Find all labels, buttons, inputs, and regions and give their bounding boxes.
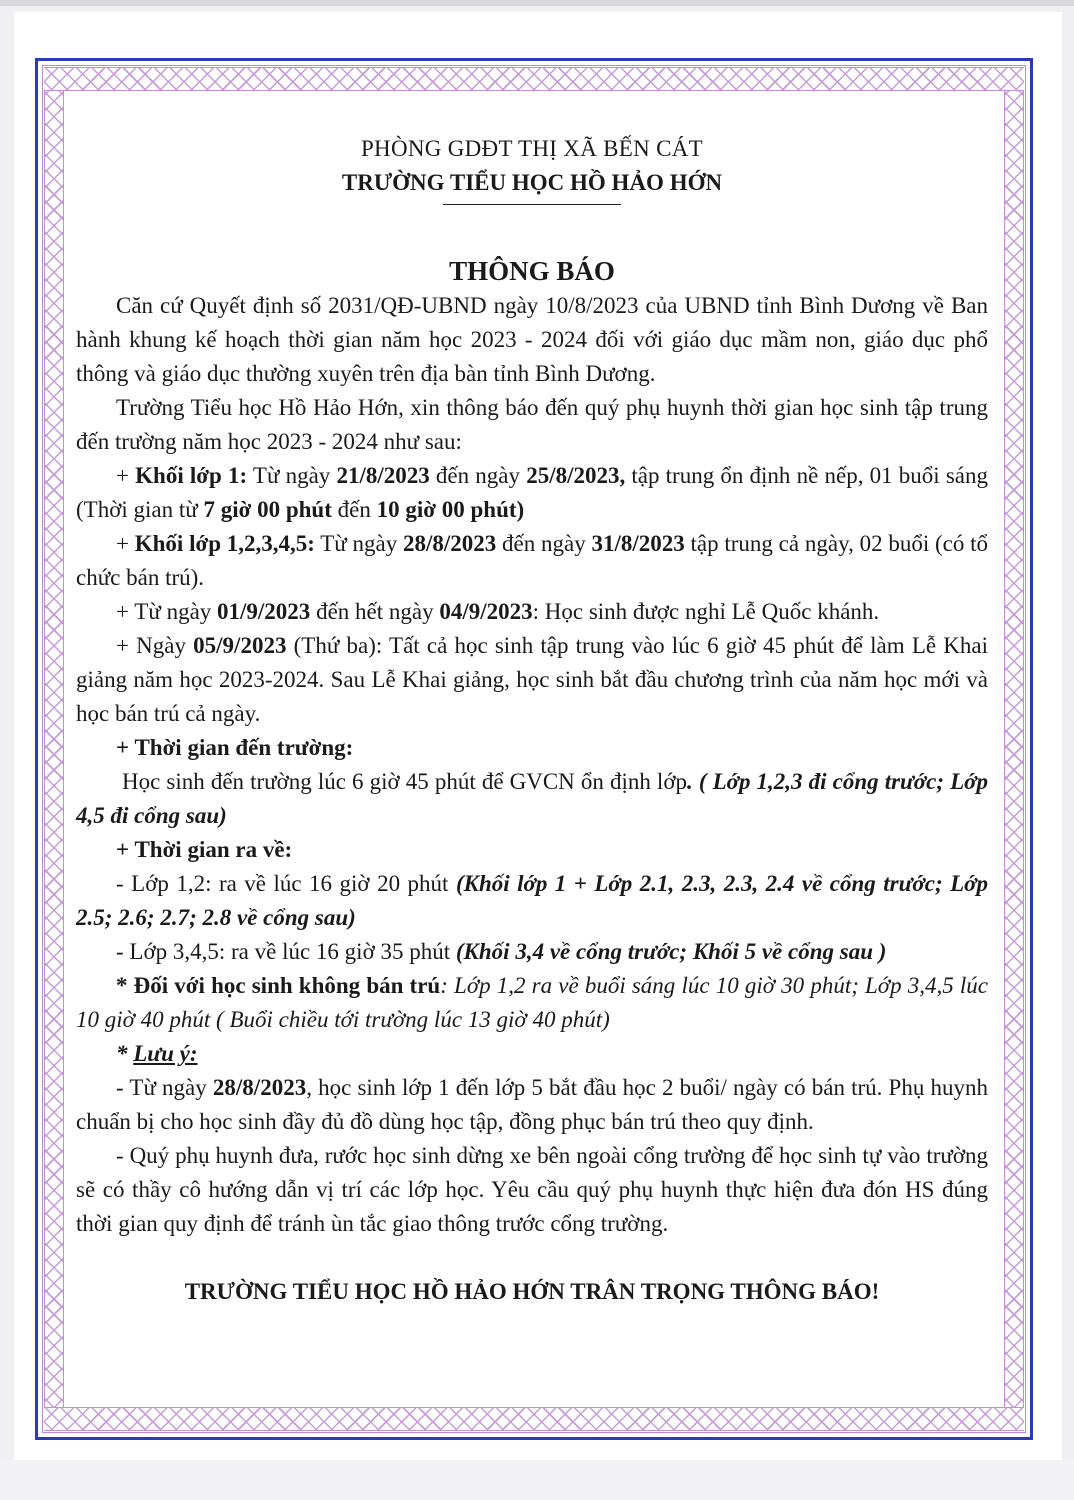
item-text: đến ngày: [496, 531, 592, 556]
dismissal-gate-note: (Khối lớp 1 + Lớp 2.1, 2.3, 2.3, 2.4 về cổng trước; Lớp 2.5; 2.6; 2.7; 2.8 về cổng sau): [76, 871, 988, 930]
ornament-band-top: [44, 67, 1024, 91]
ornament-band-bottom: [44, 1407, 1024, 1431]
item-date: 21/8/2023: [336, 463, 430, 488]
item-text: + Ngày: [116, 633, 194, 658]
ornament-band-left: [44, 91, 64, 1407]
item-date: 05/9/2023: [193, 633, 287, 658]
item-date: 25/8/2023,: [526, 463, 626, 488]
ornament-band-right: [1004, 91, 1024, 1407]
item-date: 04/9/2023: [439, 599, 533, 624]
notice-title: THÔNG BÁO: [449, 256, 615, 286]
non-boarding-text: : Lớp 1,2 ra về buổi sáng lúc 10 giờ 30 phút; Lớp 3,4,5 lúc 10 giờ 40 phút ( Buổi chiều tới trường lúc 13 giờ 40 phút): [76, 973, 988, 1032]
item-time: 7 giờ 00 phút: [203, 497, 332, 522]
school-name: TRƯỜNG TIỂU HỌC HỒ HẢO HỚN: [341, 170, 723, 195]
note-label: Lưu ý:: [133, 1041, 198, 1066]
dismissal-text: - Lớp 3,4,5: ra về lúc 16 giờ 35 phút: [116, 939, 456, 964]
item-text: Từ ngày: [314, 531, 403, 556]
note-paragraph-2: - Quý phụ huynh đưa, rước học sinh dừng xe bên ngoài cổng trường để học sinh tự vào trường sẽ có thầy cô hướng dẫn vị trí các lớp học. Yêu cầu quý phụ huynh thực hiện đưa đón HS đúng thời gian quy định để tránh ùn tắc giao thông trước cổng trường.: [76, 1143, 988, 1236]
department-name: PHÒNG GDĐT THỊ XÃ BẾN CÁT: [360, 136, 704, 161]
non-boarding-label: * Đối với học sinh không bán trú: [116, 973, 441, 998]
closing-statement: TRƯỜNG TIỂU HỌC HỒ HẢO HỚN TRÂN TRỌNG THÔNG BÁO!: [184, 1279, 880, 1304]
announce-paragraph: Trường Tiểu học Hồ Hảo Hớn, xin thông báo đến quý phụ huynh thời gian học sinh tập trung đến trường năm học 2023 - 2024 như sau:: [76, 395, 988, 454]
screen-bottom-strip: [0, 1460, 1074, 1500]
dismissal-heading: + Thời gian ra về:: [116, 837, 293, 862]
item-time: 10 giờ 00 phút): [376, 497, 525, 522]
item-text: + Từ ngày: [116, 599, 218, 624]
arrival-text: Học sinh đến trường lúc 6 giờ 45 phút để GVCN ổn định lớp: [122, 769, 687, 794]
note-text: , học sinh lớp 1 đến lớp 5 bắt đầu học 2 buổi/ ngày có bán trú. Phụ huynh chuẩn bị cho học sinh đầy đủ đồ dùng học tập, đồng phục bán trú theo quy định.: [76, 1075, 988, 1134]
schedule-item-opening: [76, 629, 988, 731]
dismissal-gate-note: (Khối 3,4 về cổng trước; Khối 5 về cổng sau ): [455, 939, 887, 964]
item-text: Từ ngày: [247, 463, 337, 488]
header-underline: [443, 204, 621, 205]
item-date: 28/8/2023: [403, 531, 497, 556]
item-text: (Thứ ba): Tất cả học sinh tập trung vào lúc 6 giờ 45 phút để làm Lễ Khai giảng năm học 2023-2024. Sau Lễ Khai giảng, học sinh bắt đầu chương trình của năm học mới và học bán trú cả ngày.: [76, 633, 988, 726]
item-label: Khối lớp 1:: [135, 463, 248, 488]
schedule-item-grade1: [76, 459, 988, 527]
item-label: Khối lớp 1,2,3,4,5:: [134, 531, 315, 556]
item-text: đến: [331, 497, 377, 522]
item-date: 31/8/2023: [591, 531, 685, 556]
schedule-item-grades1-5: [76, 527, 988, 595]
item-lead: +: [116, 531, 135, 556]
item-date: 01/9/2023: [217, 599, 311, 624]
arrival-gate-note: . ( Lớp 1,2,3 đi cổng trước; Lớp 4,5 đi cổng sau): [76, 769, 988, 828]
arrival-paragraph: [76, 765, 988, 833]
dismissal-text: - Lớp 1,2: ra về lúc 16 giờ 20 phút: [116, 871, 456, 896]
notice-document: [76, 132, 988, 1309]
arrival-heading: + Thời gian đến trường:: [116, 735, 354, 760]
schedule-item-holiday: [76, 595, 988, 629]
item-lead: +: [116, 463, 136, 488]
note-text: - Từ ngày: [116, 1075, 213, 1100]
item-text: tập trung cả ngày, 02 buổi (có tổ chức bán trú).: [76, 531, 989, 590]
screen-top-strip: [0, 0, 1074, 6]
intro-paragraph: Căn cứ Quyết định số 2031/QĐ-UBND ngày 10/8/2023 của UBND tỉnh Bình Dương về Ban hành khung kế hoạch thời gian năm học 2023 - 2024 đối với giáo dục mầm non, giáo dục phổ thông và giáo dục thường xuyên trên địa bàn tỉnh Bình Dương.: [76, 293, 988, 386]
non-boarding-paragraph: [76, 969, 988, 1037]
note-star: *: [116, 1041, 134, 1066]
note-heading: [76, 1037, 988, 1071]
item-text: đến ngày: [429, 463, 527, 488]
note-paragraph-1: [76, 1071, 988, 1139]
dismissal-line-grades3-5: [76, 935, 988, 969]
dismissal-line-grades1-2: [76, 867, 988, 935]
item-text: : Học sinh được nghỉ Lễ Quốc khánh.: [532, 599, 880, 624]
note-date: 28/8/2023: [212, 1075, 307, 1100]
item-text: đến hết ngày: [310, 599, 440, 624]
item-text: tập trung ổn định nề nếp, 01 buổi sáng (Thời gian từ: [76, 463, 988, 522]
